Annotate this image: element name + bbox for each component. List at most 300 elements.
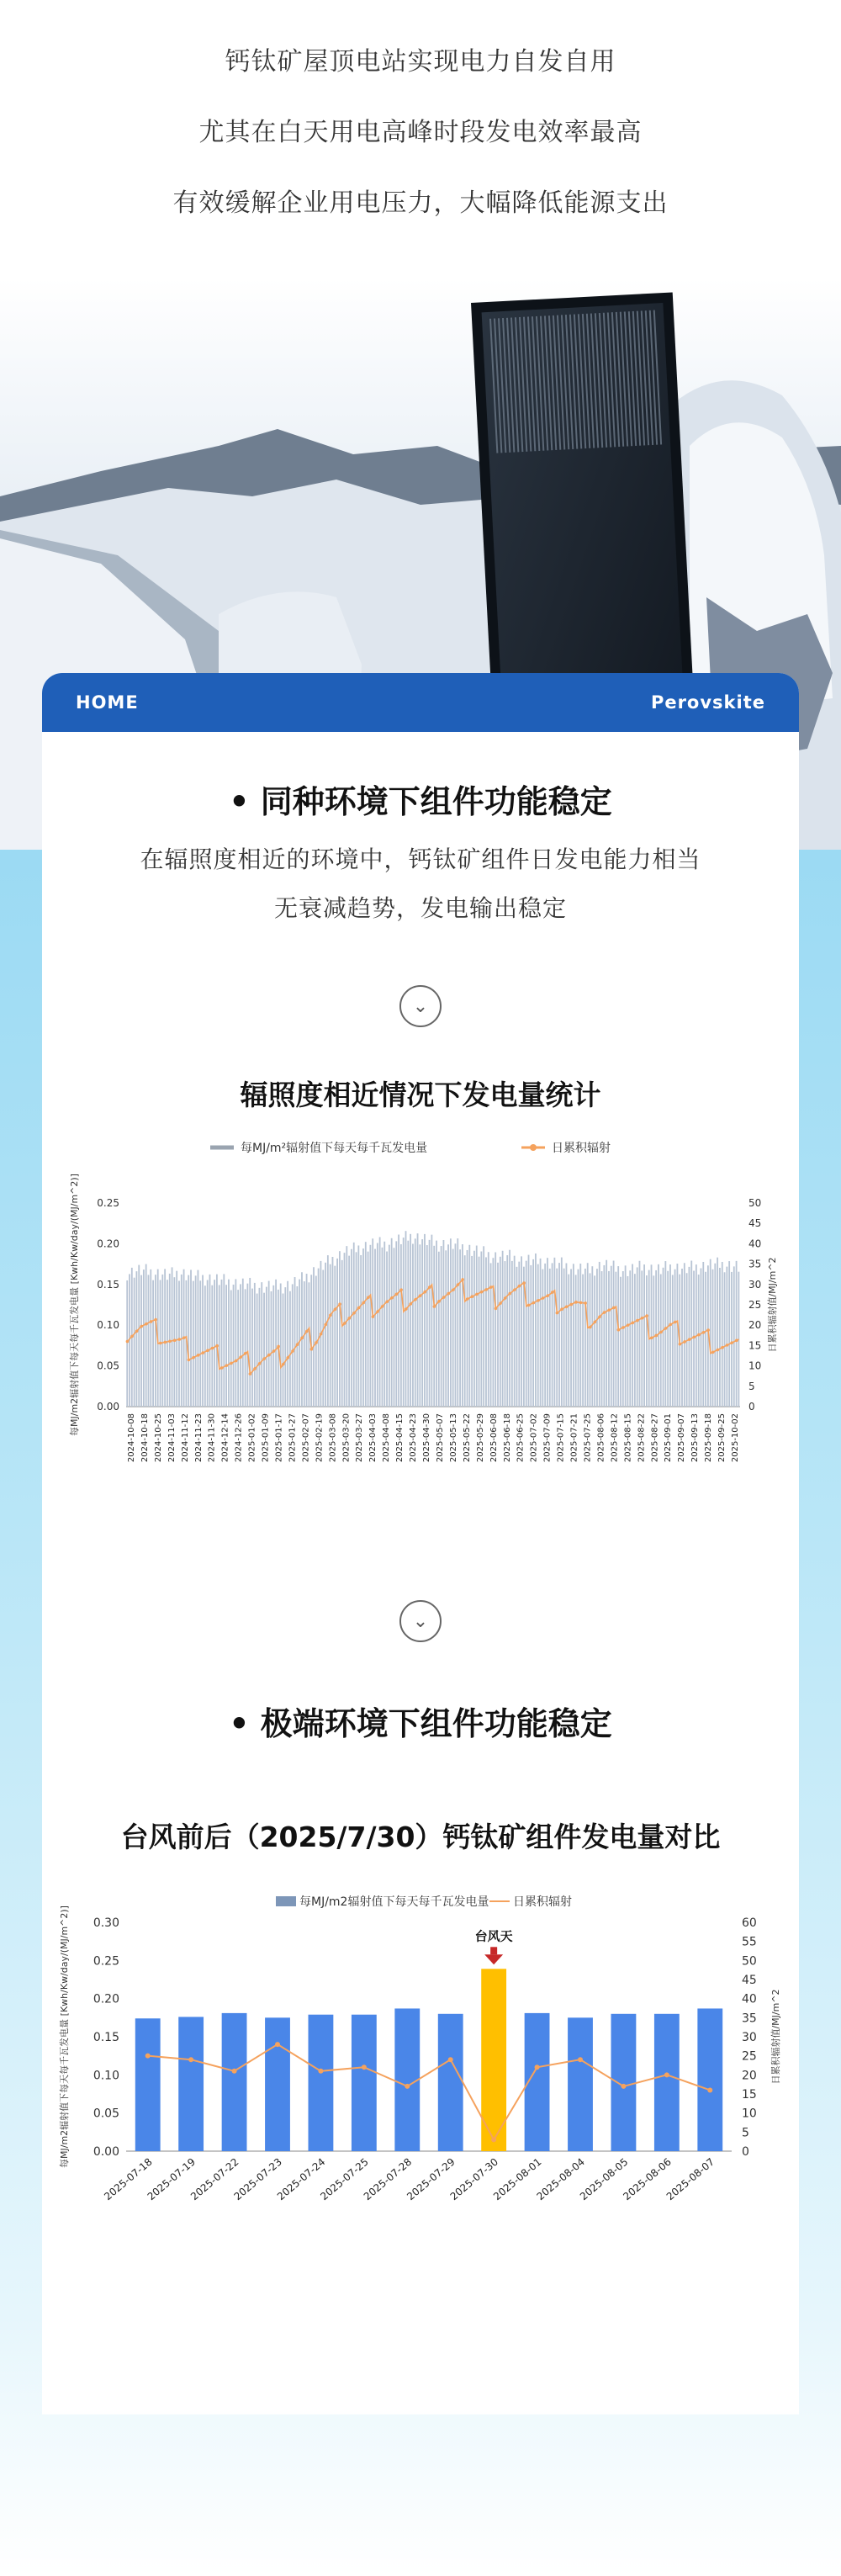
radiation-point (225, 1364, 229, 1367)
bar (663, 1268, 664, 1407)
radiation-point (442, 1296, 446, 1299)
radiation-point (484, 1288, 488, 1291)
radiation-point (367, 1296, 370, 1299)
x-tick-label: 2025-01-27 (288, 1413, 298, 1463)
x-tick-label: 2025-08-05 (577, 2155, 631, 2203)
radiation-point (338, 1302, 341, 1306)
bar (540, 1259, 542, 1407)
radiation-point (291, 1349, 294, 1353)
bar (603, 1265, 605, 1407)
bar (235, 1279, 236, 1407)
x-tick-label: 2024-11-30 (207, 1413, 217, 1463)
radiation-point (612, 1307, 616, 1310)
bar (140, 1275, 142, 1407)
bar (407, 1241, 409, 1407)
x-tick-label: 2025-01-02 (247, 1413, 257, 1463)
bar (483, 1246, 484, 1407)
bar (368, 1252, 369, 1407)
radiation-point (405, 1307, 408, 1311)
radiation-point (461, 1278, 464, 1281)
bar (736, 1261, 738, 1407)
radiation-point (232, 2069, 237, 2074)
radiation-point (177, 1338, 181, 1341)
chevron-down-icon[interactable]: ⌄ (399, 1600, 442, 1642)
x-tick-label: 2025-08-12 (610, 1413, 620, 1463)
radiation-point (702, 1331, 706, 1334)
y2-tick-label: 40 (748, 1238, 762, 1250)
bar (599, 1262, 600, 1407)
bar (530, 1265, 532, 1407)
bar (421, 1239, 423, 1407)
bar (622, 1271, 624, 1407)
bar (717, 1258, 718, 1407)
y-tick-label: 0.10 (93, 2069, 119, 2083)
x-tick-label: 2024-11-03 (167, 1413, 177, 1463)
radiation-point (688, 1338, 691, 1341)
x-tick-label: 2025-08-15 (623, 1413, 633, 1463)
bar (172, 1267, 173, 1407)
bar (429, 1240, 431, 1407)
bar (330, 1264, 331, 1407)
radiation-point (324, 1323, 327, 1327)
radiation-point (636, 1319, 639, 1322)
radiation-point (272, 1349, 276, 1353)
bar (693, 1270, 695, 1407)
bar (372, 1238, 373, 1407)
section1-title: • 同种环境下组件功能稳定 (229, 783, 612, 820)
bar (360, 1255, 362, 1407)
brand-label: Perovskite (650, 692, 765, 713)
y2-tick-label: 25 (742, 2049, 757, 2064)
bar (178, 2017, 204, 2151)
y-tick-label: 0.00 (97, 1401, 119, 1413)
bar (294, 1277, 296, 1407)
bar (500, 1257, 501, 1407)
radiation-point (717, 1349, 720, 1352)
bar (506, 1255, 508, 1407)
bar (268, 1281, 270, 1407)
bar (209, 1275, 211, 1407)
bar (222, 2013, 247, 2151)
chart1-legend (210, 1141, 611, 1155)
radiation-point (215, 1344, 219, 1348)
bar (697, 2008, 722, 2151)
bar (152, 1280, 154, 1407)
y2-tick-label: 50 (748, 1197, 762, 1209)
bar (509, 1250, 510, 1407)
radiation-point (296, 1343, 299, 1346)
y2-tick-label: 35 (742, 2012, 757, 2026)
bar (537, 1264, 539, 1407)
intro-line-2: 尤其在白天用电高峰时段发电效率最高 (198, 118, 643, 147)
bar (473, 1251, 475, 1407)
bar (246, 1284, 248, 1407)
bar (441, 1246, 442, 1407)
bar (471, 1256, 473, 1407)
legend-label-line: 日累积辐射 (513, 1895, 572, 1909)
legend-label-line: 日累积辐射 (552, 1142, 611, 1155)
radiation-point (556, 1312, 559, 1315)
bar (134, 1278, 135, 1407)
y-axis-label: 每MJ/m2辐射值下每天每千瓦发电量 [Kwh/Kw/day/(MJ/m^2)] (59, 1905, 70, 2168)
bar (528, 1255, 530, 1407)
radiation-point (542, 1296, 545, 1300)
bar (426, 1245, 428, 1407)
bar (575, 1275, 577, 1407)
radiation-point (253, 1367, 257, 1370)
chevron-down-icon[interactable]: ⌄ (399, 985, 442, 1027)
radiation-point (683, 1340, 686, 1344)
bar (556, 1269, 558, 1407)
bar (701, 1269, 702, 1407)
bar (733, 1266, 735, 1407)
section1-text-line2: 无衰减趋势，发电输出稳定 (273, 894, 567, 922)
radiation-point (692, 1336, 696, 1339)
radiation-point (578, 2057, 583, 2062)
bar (479, 1257, 480, 1407)
y2-tick-label: 15 (748, 1339, 762, 1352)
bar (681, 1269, 683, 1407)
radiation-point (414, 1298, 417, 1301)
bar (591, 1266, 593, 1407)
bar (433, 1246, 435, 1407)
radiation-point (480, 1291, 484, 1294)
bar (667, 1271, 669, 1407)
bar (674, 1269, 676, 1407)
x-tick-label: 2025-07-09 (542, 1413, 553, 1463)
radiation-point (522, 1281, 526, 1285)
bar (233, 1285, 235, 1407)
radiation-point (495, 1307, 498, 1311)
y2-tick-label: 30 (748, 1278, 762, 1291)
bar (304, 1281, 305, 1407)
bar (348, 1256, 350, 1407)
x-tick-label: 2025-09-18 (704, 1413, 714, 1463)
chart2-title: 台风前后（2025/7/30）钙钛矿组件发电量对比 (120, 1821, 721, 1853)
radiation-point (641, 1317, 644, 1320)
bar (188, 1275, 189, 1407)
bar (193, 1281, 194, 1407)
radiation-point (617, 1328, 621, 1332)
bar (641, 1270, 643, 1407)
radiation-point (244, 1352, 247, 1355)
radiation-point (135, 1329, 139, 1333)
bar (634, 1274, 636, 1407)
y-tick-label: 0.05 (93, 2107, 119, 2121)
bar (664, 1261, 666, 1407)
bar (672, 1275, 674, 1407)
radiation-point (471, 1295, 474, 1298)
bar (219, 1285, 220, 1407)
bar (712, 1269, 714, 1407)
y2-tick-label: 5 (748, 1380, 755, 1392)
bar (646, 1275, 648, 1407)
radiation-point (352, 1312, 356, 1315)
radiation-point (504, 1296, 507, 1300)
bar (178, 1280, 180, 1407)
section2-title: • 极端环境下组件功能稳定 (229, 1705, 612, 1742)
x-tick-label: 2025-07-02 (529, 1413, 539, 1463)
y2-tick-label: 0 (748, 1401, 755, 1413)
bar (383, 1242, 385, 1407)
bar (651, 1264, 653, 1407)
bar (552, 1263, 553, 1407)
bar (492, 1258, 494, 1407)
bar (514, 1256, 516, 1407)
radiation-point (376, 1310, 379, 1313)
y2-tick-label: 30 (742, 2031, 757, 2044)
bar (627, 1276, 629, 1407)
bar (655, 1270, 657, 1407)
radiation-point (405, 2084, 410, 2089)
bar (225, 1285, 227, 1407)
bar (455, 1243, 457, 1407)
bar (308, 1282, 309, 1407)
x-tick-label: 2025-06-08 (489, 1413, 499, 1463)
bar (181, 1275, 182, 1407)
bar (431, 1235, 432, 1407)
bar (443, 1240, 445, 1407)
y-tick-label: 0.25 (93, 1954, 119, 1969)
bar (658, 1264, 659, 1407)
bar (143, 1269, 145, 1407)
radiation-point (707, 2087, 712, 2092)
bar (561, 1258, 563, 1407)
bar (228, 1280, 230, 1407)
bar (202, 1275, 204, 1407)
bar (643, 1264, 645, 1407)
y2-tick-label: 10 (748, 1360, 762, 1372)
radiation-point (300, 1337, 304, 1340)
bar (386, 1252, 388, 1407)
bar (615, 1272, 616, 1407)
x-tick-label: 2025-05-29 (475, 1413, 485, 1463)
x-tick-label: 2024-11-23 (193, 1413, 204, 1463)
arrow-head (484, 1954, 503, 1964)
bar (415, 1238, 416, 1407)
bar (334, 1266, 336, 1407)
bar (728, 1261, 730, 1407)
bar (275, 1280, 277, 1407)
bar (558, 1263, 560, 1407)
x-tick-label: 2025-01-17 (274, 1413, 284, 1463)
bar (485, 1257, 487, 1407)
y2-tick-label: 45 (748, 1217, 762, 1230)
bar (155, 1275, 156, 1407)
y2-tick-label: 5 (742, 2126, 749, 2140)
radiation-point (499, 1301, 502, 1305)
bar (395, 1241, 397, 1407)
y2-tick-label: 55 (742, 1935, 757, 1949)
y2-axis-label: 日累积辐射值/MJ/m^2 (770, 1989, 781, 2085)
x-tick-label: 2025-05-22 (462, 1413, 472, 1463)
bar (190, 1269, 192, 1407)
y2-tick-label: 20 (748, 1319, 762, 1332)
bar (505, 1261, 506, 1407)
bar (579, 1264, 581, 1407)
radiation-point (192, 1356, 195, 1360)
x-tick-label: 2024-10-25 (153, 1413, 163, 1463)
bar (594, 1275, 595, 1407)
bar (266, 1287, 267, 1407)
bar (216, 1275, 218, 1407)
radiation-point (579, 1301, 583, 1305)
radiation-point (669, 1323, 672, 1327)
bar (568, 1275, 569, 1407)
radiation-point (664, 1327, 668, 1330)
bar (211, 1285, 213, 1407)
radiation-point (258, 1362, 262, 1365)
radiation-point (448, 2057, 453, 2062)
bar (332, 1257, 334, 1407)
radiation-point (475, 1293, 479, 1296)
y2-tick-label: 10 (742, 2107, 757, 2121)
bar (344, 1253, 346, 1407)
x-tick-label: 2025-07-23 (231, 2155, 284, 2203)
bar (280, 1284, 282, 1407)
bar (731, 1272, 733, 1407)
bar (490, 1263, 492, 1407)
bar (251, 1289, 253, 1407)
x-tick-label: 2025-03-20 (341, 1413, 352, 1463)
bar (637, 1267, 638, 1407)
bar (261, 1282, 262, 1407)
radiation-point (532, 1301, 536, 1305)
radiation-point (318, 2069, 323, 2074)
radiation-point (381, 1305, 384, 1308)
bar (237, 1290, 239, 1407)
radiation-point (607, 1308, 611, 1312)
x-tick-label: 2024-12-14 (220, 1413, 230, 1463)
radiation-point (410, 1302, 413, 1306)
radiation-point (423, 1291, 426, 1294)
y-tick-label: 0.05 (97, 1360, 119, 1372)
bar (287, 1281, 288, 1407)
bar (391, 1238, 393, 1407)
radiation-point (235, 1360, 238, 1363)
bar (702, 1262, 704, 1407)
bar (240, 1284, 241, 1407)
y2-axis-label: 日累积辐射值/MJ/m^2 (767, 1257, 778, 1353)
bar (511, 1261, 513, 1407)
bar (467, 1250, 468, 1407)
radiation-point (262, 1357, 266, 1360)
y2-tick-label: 45 (742, 1974, 757, 1987)
bar (204, 1285, 206, 1407)
bar (578, 1269, 579, 1407)
bar (126, 1280, 128, 1407)
bar (254, 1283, 256, 1407)
x-tick-label: 2024-10-18 (140, 1413, 150, 1463)
y-tick-label: 0.15 (93, 2031, 119, 2044)
bar (198, 1270, 199, 1407)
bar (424, 1234, 426, 1407)
x-tick-label: 2025-07-22 (188, 2155, 241, 2203)
bar (369, 1245, 371, 1407)
intro-line-3: 有效缓解企业用电压力，大幅降低能源支出 (172, 188, 669, 218)
bar (606, 1260, 607, 1407)
x-tick-label: 2025-04-30 (422, 1413, 432, 1463)
radiation-point (437, 1300, 441, 1303)
home-label[interactable]: HOME (76, 692, 139, 713)
bar (382, 1248, 383, 1407)
y2-tick-label: 50 (742, 1954, 757, 1969)
radiation-point (206, 1349, 209, 1352)
bar (542, 1269, 543, 1407)
bar (394, 2008, 420, 2151)
bar (584, 1269, 586, 1407)
bar (705, 1272, 706, 1407)
typhoon-annotation: 台风天 (474, 1928, 513, 1944)
bar (412, 1244, 414, 1407)
arrow-stem (490, 1947, 497, 1954)
bar (639, 1261, 641, 1407)
bar (352, 2015, 377, 2151)
legend-label-bar: 每MJ/m²辐射值下每天每千瓦发电量 (241, 1142, 428, 1155)
bar (164, 1269, 166, 1407)
radiation-point (655, 1334, 659, 1338)
radiation-point (546, 1294, 549, 1297)
bar (632, 1264, 633, 1407)
bar (150, 1269, 151, 1407)
bar (582, 1275, 584, 1407)
x-tick-label: 2025-08-01 (491, 2155, 544, 2203)
radiation-point (168, 1340, 172, 1344)
bar (521, 1256, 522, 1407)
bar (570, 1269, 572, 1407)
x-tick-label: 2025-04-15 (395, 1413, 405, 1463)
radiation-point (594, 1321, 597, 1324)
bar (284, 1287, 286, 1407)
radiation-point (711, 1350, 715, 1354)
bar (351, 1249, 352, 1407)
radiation-point (395, 1293, 399, 1296)
bar (289, 1291, 291, 1407)
bar (283, 1294, 284, 1407)
bar (544, 1264, 546, 1407)
y2-tick-label: 25 (748, 1299, 762, 1311)
bar (249, 1278, 251, 1407)
x-tick-label: 2025-07-29 (405, 2155, 458, 2203)
radiation-point (598, 1315, 601, 1318)
bar (620, 1277, 621, 1407)
x-tick-label: 2025-07-25 (583, 1413, 593, 1463)
bar (362, 1248, 364, 1407)
bar (457, 1238, 458, 1407)
radiation-point (362, 2065, 367, 2070)
chart2-svg (42, 1884, 799, 2238)
radiation-point (697, 1333, 701, 1337)
chart2-legend (276, 1895, 572, 1909)
bar (136, 1271, 138, 1407)
radiation-point (249, 1372, 252, 1375)
bar (468, 1245, 470, 1407)
x-tick-label: 2025-05-13 (448, 1413, 458, 1463)
y2-tick-label: 15 (742, 2088, 757, 2102)
x-tick-label: 2025-07-15 (556, 1413, 566, 1463)
y2-tick-label: 20 (742, 2069, 757, 2083)
radiation-point (560, 1307, 563, 1311)
bar (356, 1252, 357, 1407)
radiation-point (145, 1322, 148, 1326)
radiation-point (569, 1303, 573, 1307)
bar (549, 1269, 551, 1407)
x-tick-label: 2025-04-23 (409, 1413, 419, 1463)
radiation-point (164, 1341, 167, 1344)
bar (714, 1264, 716, 1407)
radiation-point (706, 1328, 710, 1332)
bar (689, 1267, 690, 1407)
